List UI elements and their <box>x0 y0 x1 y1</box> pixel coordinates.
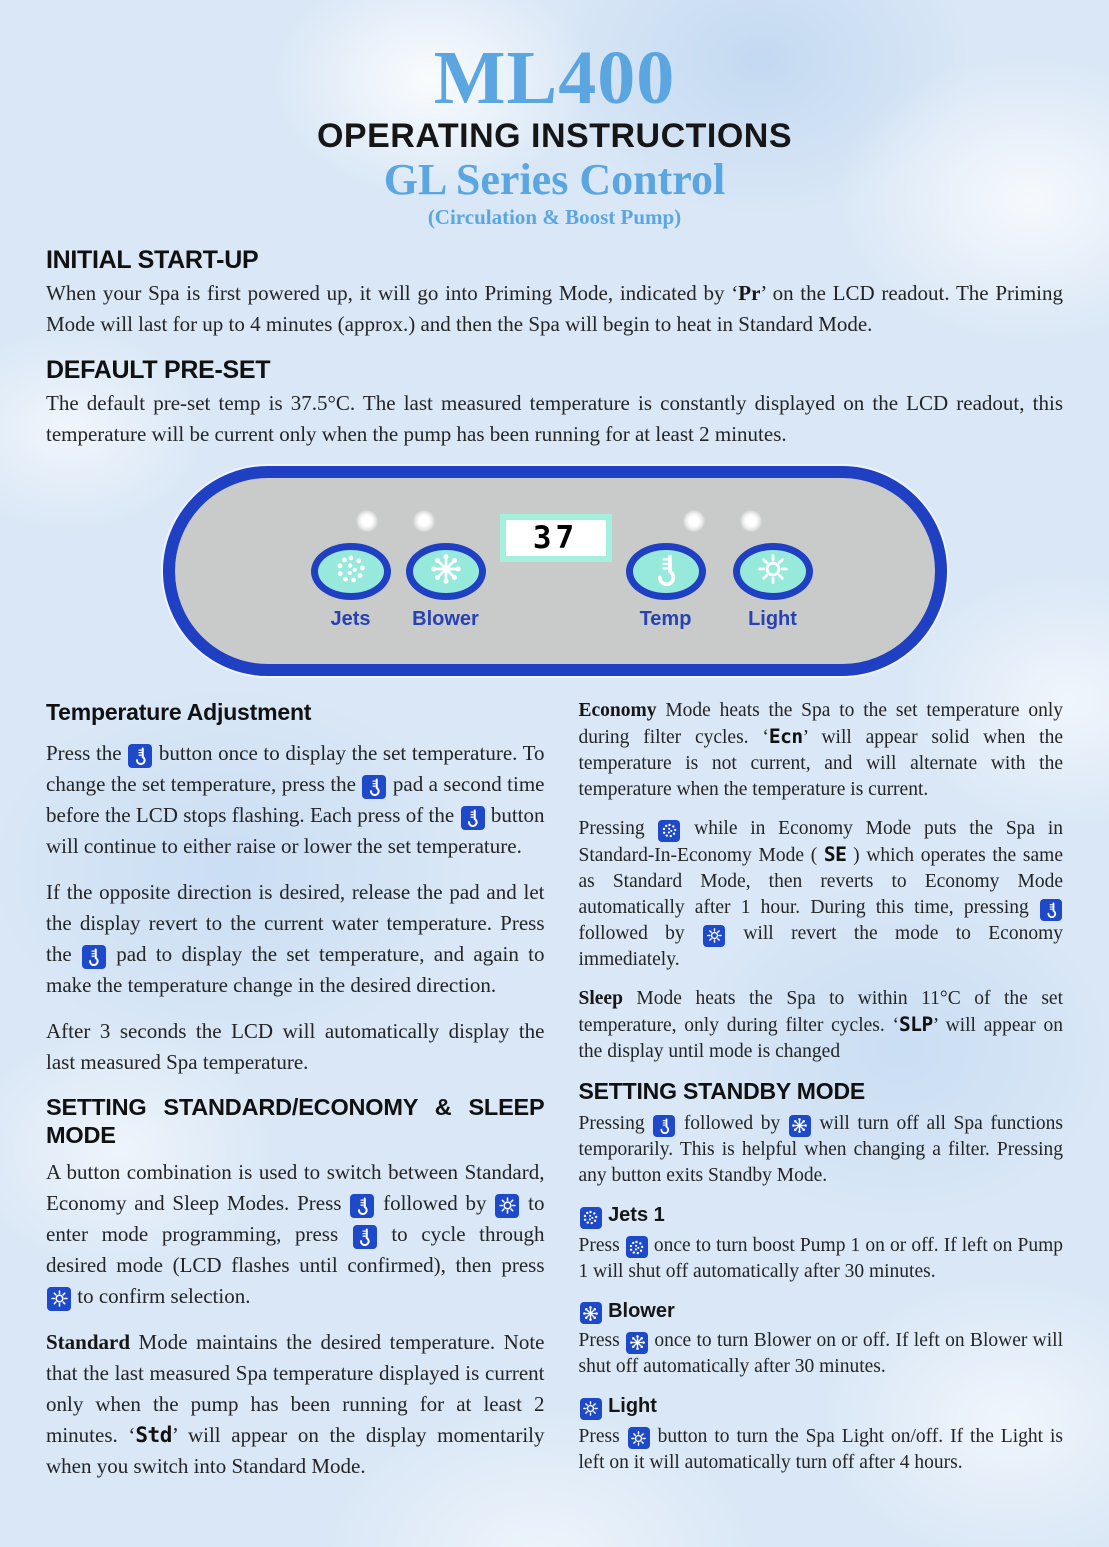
bold-term: Pr <box>738 281 761 305</box>
led-indicator <box>740 510 762 532</box>
control-panel-illustration <box>163 466 947 676</box>
light-icon <box>495 1194 519 1218</box>
blower-icon <box>789 1115 811 1137</box>
doc-series-title: GL Series Control <box>383 155 726 204</box>
light-icon <box>628 1427 650 1449</box>
sleep-mode-text: Sleep Mode heats the Spa to within 11°C of the set temperature, only during filter cycles. ‘SLP’ will appear on the display until mode is changed <box>578 988 1063 1062</box>
doc-subtitle: OPERATING INSTRUCTIONS <box>316 117 793 155</box>
temp-icon <box>128 744 152 768</box>
temp-adjust-press-text: Press the button once to display the set temperature. To change the set temperature, press the pad a second time before the LCD stops flashing. Each press of the button will continue to either raise or lower the set temperature. <box>46 741 545 858</box>
light-button-label: Light <box>748 608 797 630</box>
jets-button-label: Jets <box>330 608 371 630</box>
blower-button-label: Blower <box>412 608 479 630</box>
lcd-code: Std <box>135 1423 172 1447</box>
blower-icon <box>580 1302 602 1324</box>
standard-in-economy-text: Pressing while in Economy Mode puts the Spa in Standard-In-Economy Mode ( SE ) which operates the same as Standard Mode, then reverts to Economy Mode automatically after 1 hour. During this time, pressing followed by will revert the mode to Economy immediately. <box>578 818 1064 970</box>
bold-term: Light <box>608 1395 657 1417</box>
temp-icon <box>350 1194 374 1218</box>
light-text: Press button to turn the Spa Light on/off. If the Light is left on it will automatically turn off after 4 hours. <box>578 1425 1063 1473</box>
default-preset-heading: DEFAULT PRE-SET <box>46 356 271 384</box>
blower-text: Press once to turn Blower on or off. If left on Blower will shut off automatically after 30 minutes. <box>578 1330 1064 1377</box>
light-button <box>733 543 813 600</box>
default-preset-text: The default pre-set temp is 37.5°C. The last measured temperature is constantly displayed on the LCD readout, this temperature will be current only when the pump has been running for at least 2 minutes. <box>46 391 1063 446</box>
bold-term: Economy <box>578 700 657 721</box>
economy-mode-text: Economy Mode heats the Spa to the set temperature only during filter cycles. ‘Ecn’ will appear solid when the temperature is not current, and will alternate with the temperature when the temperature is current. <box>578 700 1064 800</box>
mode-combo-text: A button combination is used to switch between Standard, Economy and Sleep Modes. Press followed by to enter mode programming, press to cycle through desired mode (LCD flashes until confirmed), then press to confirm selection. <box>46 1157 545 1312</box>
two-column-body <box>0 698 1109 1497</box>
led-indicator <box>683 510 705 532</box>
temp-adjust-after3-text: After 3 seconds the LCD will automatically display the last measured Spa temperature. <box>46 1019 545 1074</box>
mode-setting-heading: SETTING STANDARD/ECONOMY & SLEEP MODE <box>46 1094 545 1148</box>
initial-startup-heading: INITIAL START-UP <box>46 246 259 274</box>
light-icon <box>703 925 725 947</box>
intro-sections <box>0 246 1109 450</box>
lcd-code: SLP <box>899 1013 933 1036</box>
jets1-subheading <box>579 1202 1064 1229</box>
blower-button <box>406 543 486 600</box>
temp-icon <box>649 552 683 591</box>
temp-adjust-opposite-text: If the opposite direction is desired, release the pad and let the display revert to the current water temperature. Press the pad to display the set temperature, and again to make the temperature change in the desired direction. <box>46 880 545 997</box>
lcd-temperature-value: 37 <box>532 520 579 556</box>
bold-term: Sleep <box>578 988 623 1009</box>
light-subheading <box>579 1393 1064 1420</box>
standby-mode-heading: SETTING STANDBY MODE <box>578 1078 865 1104</box>
bold-term: Blower <box>608 1299 675 1322</box>
light-icon <box>580 1398 602 1420</box>
temp-icon <box>461 806 485 830</box>
temperature-adjustment-heading: Temperature Adjustment <box>46 699 312 725</box>
bold-term: Jets 1 <box>608 1204 665 1226</box>
jets-icon <box>626 1236 648 1258</box>
standby-mode-text: Pressing followed by will turn off all Spa functions temporarily. This is helpful when changing a filter. Pressing any button exits Standby Mode. <box>578 1113 1063 1186</box>
temp-button <box>626 543 706 600</box>
jets-icon <box>334 552 368 591</box>
lcd-code: SE <box>823 843 847 866</box>
lcd-display <box>500 514 612 562</box>
led-indicator <box>413 510 435 532</box>
bold-term: Standard <box>46 1330 131 1354</box>
led-indicator <box>356 510 378 532</box>
right-column <box>579 698 1064 1497</box>
blower-icon <box>429 552 463 591</box>
jets1-text: Press once to turn boost Pump 1 on or off. If left on Pump 1 will shut off automatically after 30 minutes. <box>578 1234 1063 1282</box>
standard-mode-text: Standard Mode maintains the desired temperature. Note that the last measured Spa temperature displayed is current only when the pump has been running for at least 2 minutes. ‘Std’ will appear on the display momentarily when you switch into Standard Mode. <box>46 1330 545 1478</box>
temp-button-label: Temp <box>639 608 692 630</box>
initial-startup-text: When your Spa is first powered up, it will go into Priming Mode, indicated by ‘Pr’ on the LCD readout. The Priming Mode will last for up to 4 minutes (approx.) and then the Spa will begin to heat in Standard Mode. <box>46 281 1063 336</box>
blower-subheading <box>579 1298 1064 1325</box>
temp-icon <box>82 945 106 969</box>
jets-icon <box>658 820 680 842</box>
temp-icon <box>362 775 386 799</box>
temp-icon <box>1040 899 1062 921</box>
temp-icon <box>653 1115 675 1137</box>
temp-icon <box>353 1225 377 1249</box>
light-icon <box>47 1287 71 1311</box>
doc-title: ML400 <box>433 36 676 120</box>
doc-pump-note: (Circulation & Boost Pump) <box>427 205 682 229</box>
document-header <box>0 0 1109 230</box>
blower-icon <box>626 1332 648 1354</box>
left-column <box>46 698 545 1497</box>
lcd-code: Ecn <box>768 725 803 748</box>
jets-button <box>311 543 391 600</box>
jets-icon <box>580 1207 602 1229</box>
light-icon <box>756 552 790 591</box>
